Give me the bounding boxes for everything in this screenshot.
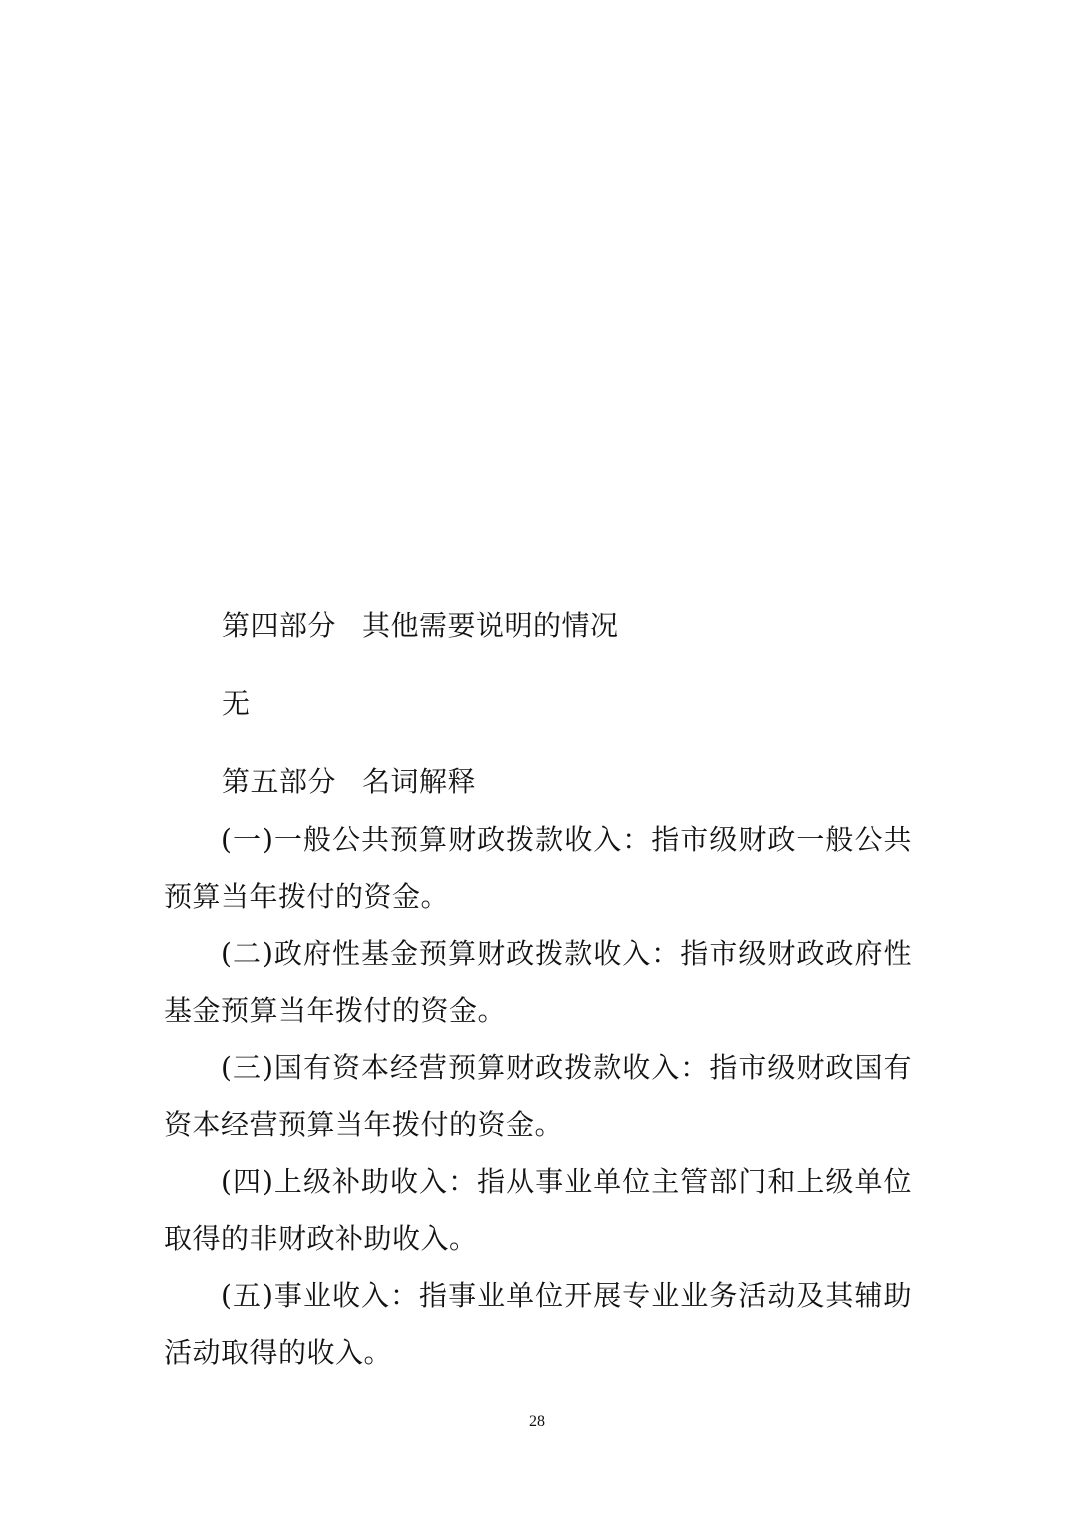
definition-item-2: (二)政府性基金预算财政拨款收入：指市级财政政府性基金预算当年拨付的资金。	[164, 937, 912, 1027]
definition-item-3: (三)国有资本经营预算财政拨款收入：指市级财政国有资本经营预算当年拨付的资金。	[164, 1051, 912, 1141]
definition-item-1: (一)一般公共预算财政拨款收入：指市级财政一般公共预算当年拨付的资金。	[164, 823, 912, 913]
section-5-heading	[222, 764, 476, 800]
page-number: 28	[529, 1413, 545, 1430]
section-4-content: 无	[222, 687, 251, 720]
definition-item-4: (四)上级补助收入：指从事业单位主管部门和上级单位取得的非财政补助收入。	[164, 1165, 912, 1255]
section-5-title: 名词解释	[362, 765, 477, 798]
section-4-title: 其他需要说明的情况	[362, 609, 619, 642]
section-4-heading	[222, 608, 619, 644]
section-4-label: 第四部分	[222, 609, 337, 642]
section-5-label: 第五部分	[222, 765, 337, 798]
definition-item-5: (五)事业收入：指事业单位开展专业业务活动及其辅助活动取得的收入。	[164, 1279, 912, 1369]
